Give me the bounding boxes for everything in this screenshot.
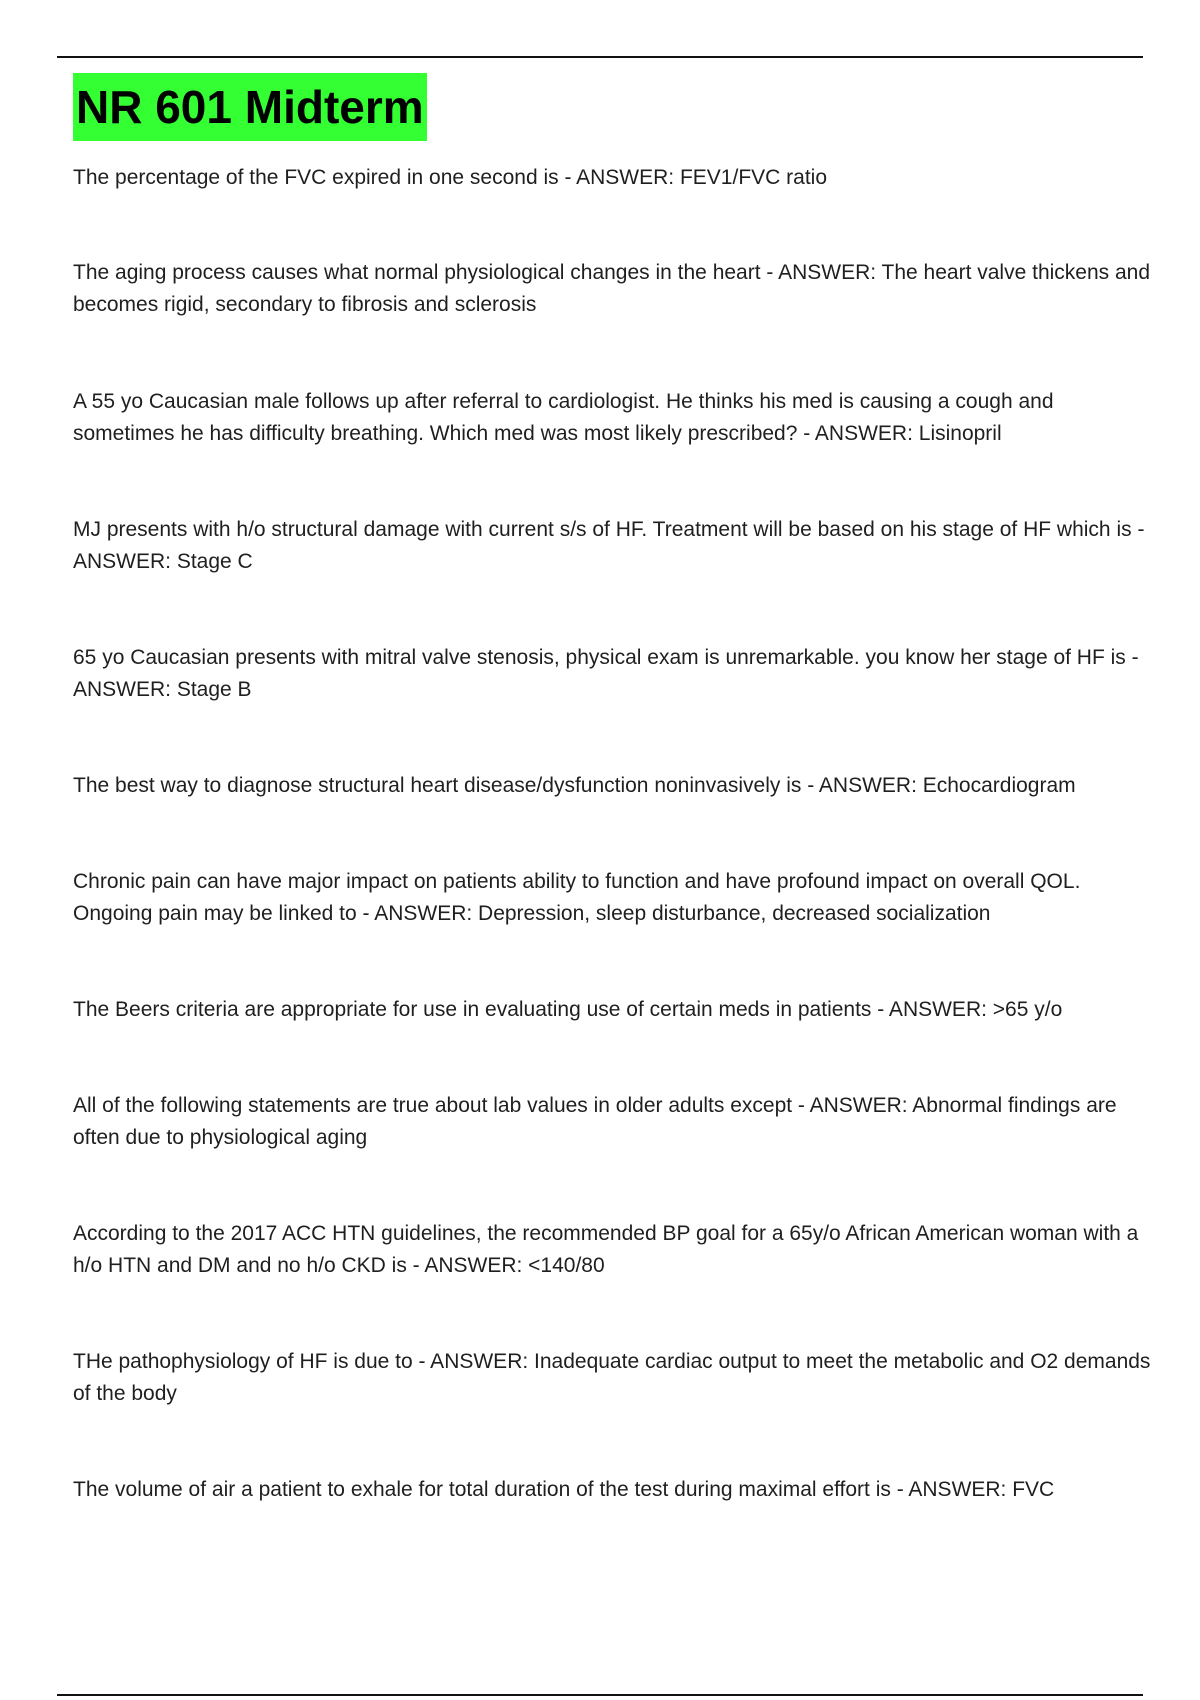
qa-item-10: According to the 2017 ACC HTN guidelines, the recommended BP goal for a 65y/o African American woman with a h/o HTN and DM and no h/o CKD is - ANSWER: <140/80 bbox=[73, 1222, 1139, 1277]
qa-item-12: The volume of air a patient to exhale for total duration of the test during maximal effort is - ANSWER: FVC bbox=[73, 1478, 1055, 1501]
document-title: NR 601 Midterm bbox=[73, 73, 427, 141]
qa-item-4: MJ presents with h/o structural damage with current s/s of HF. Treatment will be based on his stage of HF which is - ANSWER: Stage C bbox=[73, 518, 1145, 573]
qa-item-3: A 55 yo Caucasian male follows up after referral to cardiologist. He thinks his med is causing a cough and sometimes he has difficulty breathing. Which med was most likely prescribed? - ANSWER: Lisinopril bbox=[73, 390, 1054, 445]
top-rule bbox=[57, 56, 1143, 58]
bottom-rule bbox=[57, 1694, 1143, 1696]
qa-item-7: Chronic pain can have major impact on patients ability to function and have profound impact on overall QOL. Ongoing pain may be linked to - ANSWER: Depression, sleep disturbance, decreased socialization bbox=[73, 870, 1081, 925]
qa-item-5: 65 yo Caucasian presents with mitral valve stenosis, physical exam is unremarkable. you know her stage of HF is - ANSWER: Stage B bbox=[73, 646, 1139, 701]
qa-item-6: The best way to diagnose structural heart disease/dysfunction noninvasively is - ANSWER: Echocardiogram bbox=[73, 774, 1076, 797]
qa-item-1: The percentage of the FVC expired in one second is - ANSWER: FEV1/FVC ratio bbox=[73, 166, 828, 189]
qa-item-11: THe pathophysiology of HF is due to - ANSWER: Inadequate cardiac output to meet the metabolic and O2 demands of the body bbox=[73, 1350, 1151, 1405]
qa-item-2: The aging process causes what normal physiological changes in the heart - ANSWER: The heart valve thickens and becomes rigid, secondary to fibrosis and sclerosis bbox=[73, 261, 1151, 316]
qa-item-8: The Beers criteria are appropriate for use in evaluating use of certain meds in patients - ANSWER: >65 y/o bbox=[73, 998, 1063, 1021]
qa-item-9: All of the following statements are true about lab values in older adults except - ANSWER: Abnormal findings are often due to physiological aging bbox=[73, 1094, 1117, 1149]
